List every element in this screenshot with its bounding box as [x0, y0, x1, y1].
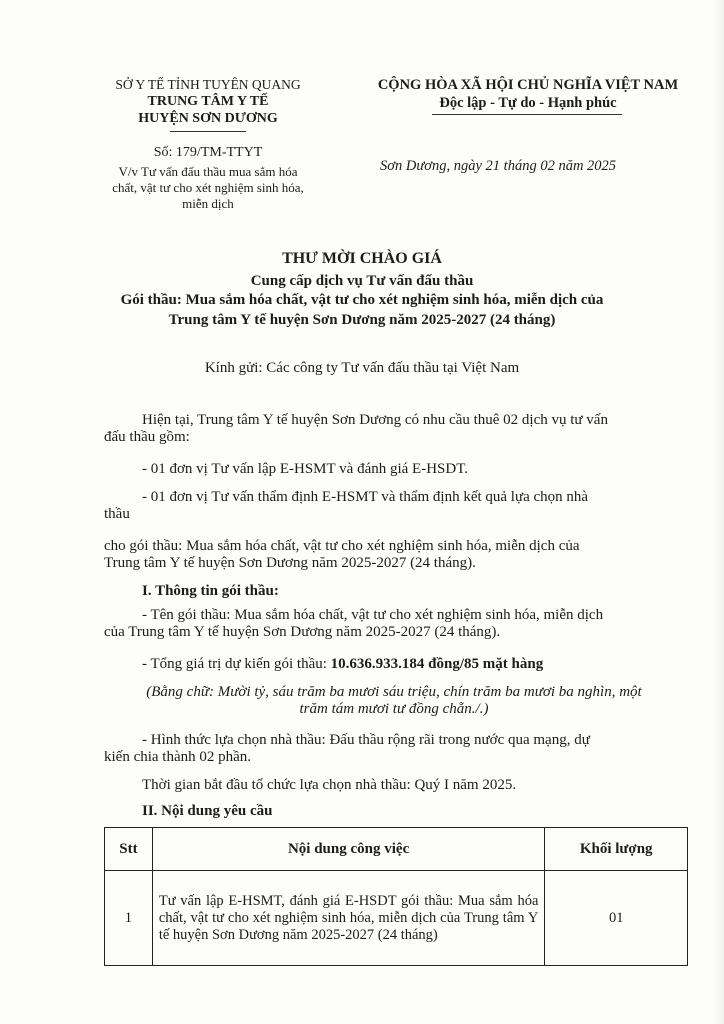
cell-quantity: 01	[545, 871, 688, 966]
package-title-line1: Gói thầu: Mua sắm hóa chất, vật tư cho xét nghiệm sinh hóa, miễn dịch của	[120, 292, 604, 308]
text-line: cho gói thầu: Mua sắm hóa chất, vật tư cho xét nghiệm sinh hóa, miễn dịch của	[104, 538, 580, 554]
subject-line: miễn dịch	[182, 196, 234, 211]
header-content: Nội dung công việc	[152, 828, 545, 871]
text-line: - 01 đơn vị Tư vấn thẩm định E-HSMT và thẩm định kết quả lựa chọn nhà	[142, 489, 589, 505]
document-subject	[108, 164, 308, 212]
motto-underline	[432, 114, 622, 115]
header-quantity: Khối lượng	[545, 828, 688, 871]
document-number: Số: 179/TM-TTYT	[153, 145, 263, 160]
text-line: của Trung tâm Y tế huyện Sơn Dương năm 2025-2027 (24 tháng).	[104, 624, 501, 640]
text-line: (Bằng chữ: Mười tỷ, sáu trăm ba mươi sáu triệu, chín trăm ba mươi ba nghìn, một	[146, 684, 642, 700]
issuing-authority	[108, 76, 308, 127]
text-line: trăm tám mươi tư đồng chẵn./.)	[299, 701, 489, 717]
value-amount: 10.636.933.184 đồng/85 mặt hàng	[330, 656, 544, 672]
org-name-line2: HUYỆN SƠN DƯƠNG	[138, 111, 278, 126]
ministry-name: SỞ Y TẾ TỈNH TUYÊN QUANG	[115, 77, 301, 92]
subject-line: chất, vật tư cho xét nghiệm sinh hóa,	[112, 180, 304, 195]
document-date: Sơn Dương, ngày 21 tháng 02 năm 2025	[380, 158, 617, 174]
header-stt: Stt	[105, 828, 153, 871]
salutation: Kính gửi: Các công ty Tư vấn đấu thầu tại Việt Nam	[204, 360, 520, 376]
text-line: thầu	[104, 506, 130, 522]
service-item-1: - 01 đơn vị Tư vấn lập E-HSMT và đánh giá E-HSDT.	[142, 461, 469, 477]
motto: Độc lập - Tự do - Hạnh phúc	[439, 95, 617, 111]
intro-paragraph	[104, 412, 684, 446]
text-line: - Hình thức lựa chọn nhà thầu: Đấu thầu rộng rãi trong nước qua mạng, dự	[142, 732, 590, 748]
text-line: kiến chia thành 02 phần.	[104, 749, 252, 765]
page-edge-shadow	[714, 0, 724, 1024]
selection-method	[104, 732, 684, 766]
nation-name: CỘNG HÒA XÃ HỘI CHỦ NGHĨA VIỆT NAM	[377, 77, 679, 93]
national-header	[358, 76, 698, 112]
package-title-line2: Trung tâm Y tế huyện Sơn Dương năm 2025-2027 (24 tháng)	[168, 312, 556, 328]
package-name	[104, 607, 684, 641]
service-item-2	[104, 489, 684, 523]
subject-line: V/v Tư vấn đấu thầu mua sắm hóa	[118, 164, 298, 179]
org-name-line1: TRUNG TÂM Y TẾ	[147, 94, 269, 109]
text-line: Trung tâm Y tế huyện Sơn Dương năm 2025-2027 (24 tháng).	[104, 555, 476, 571]
org-underline	[170, 131, 246, 132]
text-line: - Tên gói thầu: Mua sắm hóa chất, vật tư cho xét nghiệm sinh hóa, miễn dịch	[142, 607, 604, 623]
package-paragraph	[104, 538, 684, 572]
requirements-table	[104, 827, 688, 966]
cell-stt: 1	[105, 871, 153, 966]
cell-content: Tư vấn lập E-HSMT, đánh giá E-HSDT gói thầu: Mua sắm hóa chất, vật tư cho xét nghiệm sinh hóa, miễn dịch của Trung tâm Y tế huyện Sơn Dương năm 2025-2027 (24 tháng)	[152, 871, 545, 966]
section-heading-package-info: I. Thông tin gói thầu:	[142, 583, 279, 599]
document-subtitle: Cung cấp dịch vụ Tư vấn đấu thầu	[250, 273, 474, 289]
section-heading-requirements: II. Nội dung yêu cầu	[142, 803, 273, 819]
document-title: THƯ MỜI CHÀO GIÁ	[282, 250, 442, 267]
value-label: - Tổng giá trị dự kiến gói thầu:	[142, 656, 331, 672]
package-value	[104, 656, 684, 673]
table-header-row	[105, 828, 688, 871]
text-line: Hiện tại, Trung tâm Y tế huyện Sơn Dương có nhu cầu thuê 02 dịch vụ tư vấn	[142, 412, 608, 428]
selection-time: Thời gian bắt đầu tổ chức lựa chọn nhà thầu: Quý I năm 2025.	[142, 777, 517, 793]
text-line: đấu thầu gồm:	[104, 429, 190, 445]
table-row	[105, 871, 688, 966]
value-in-words	[104, 684, 684, 718]
